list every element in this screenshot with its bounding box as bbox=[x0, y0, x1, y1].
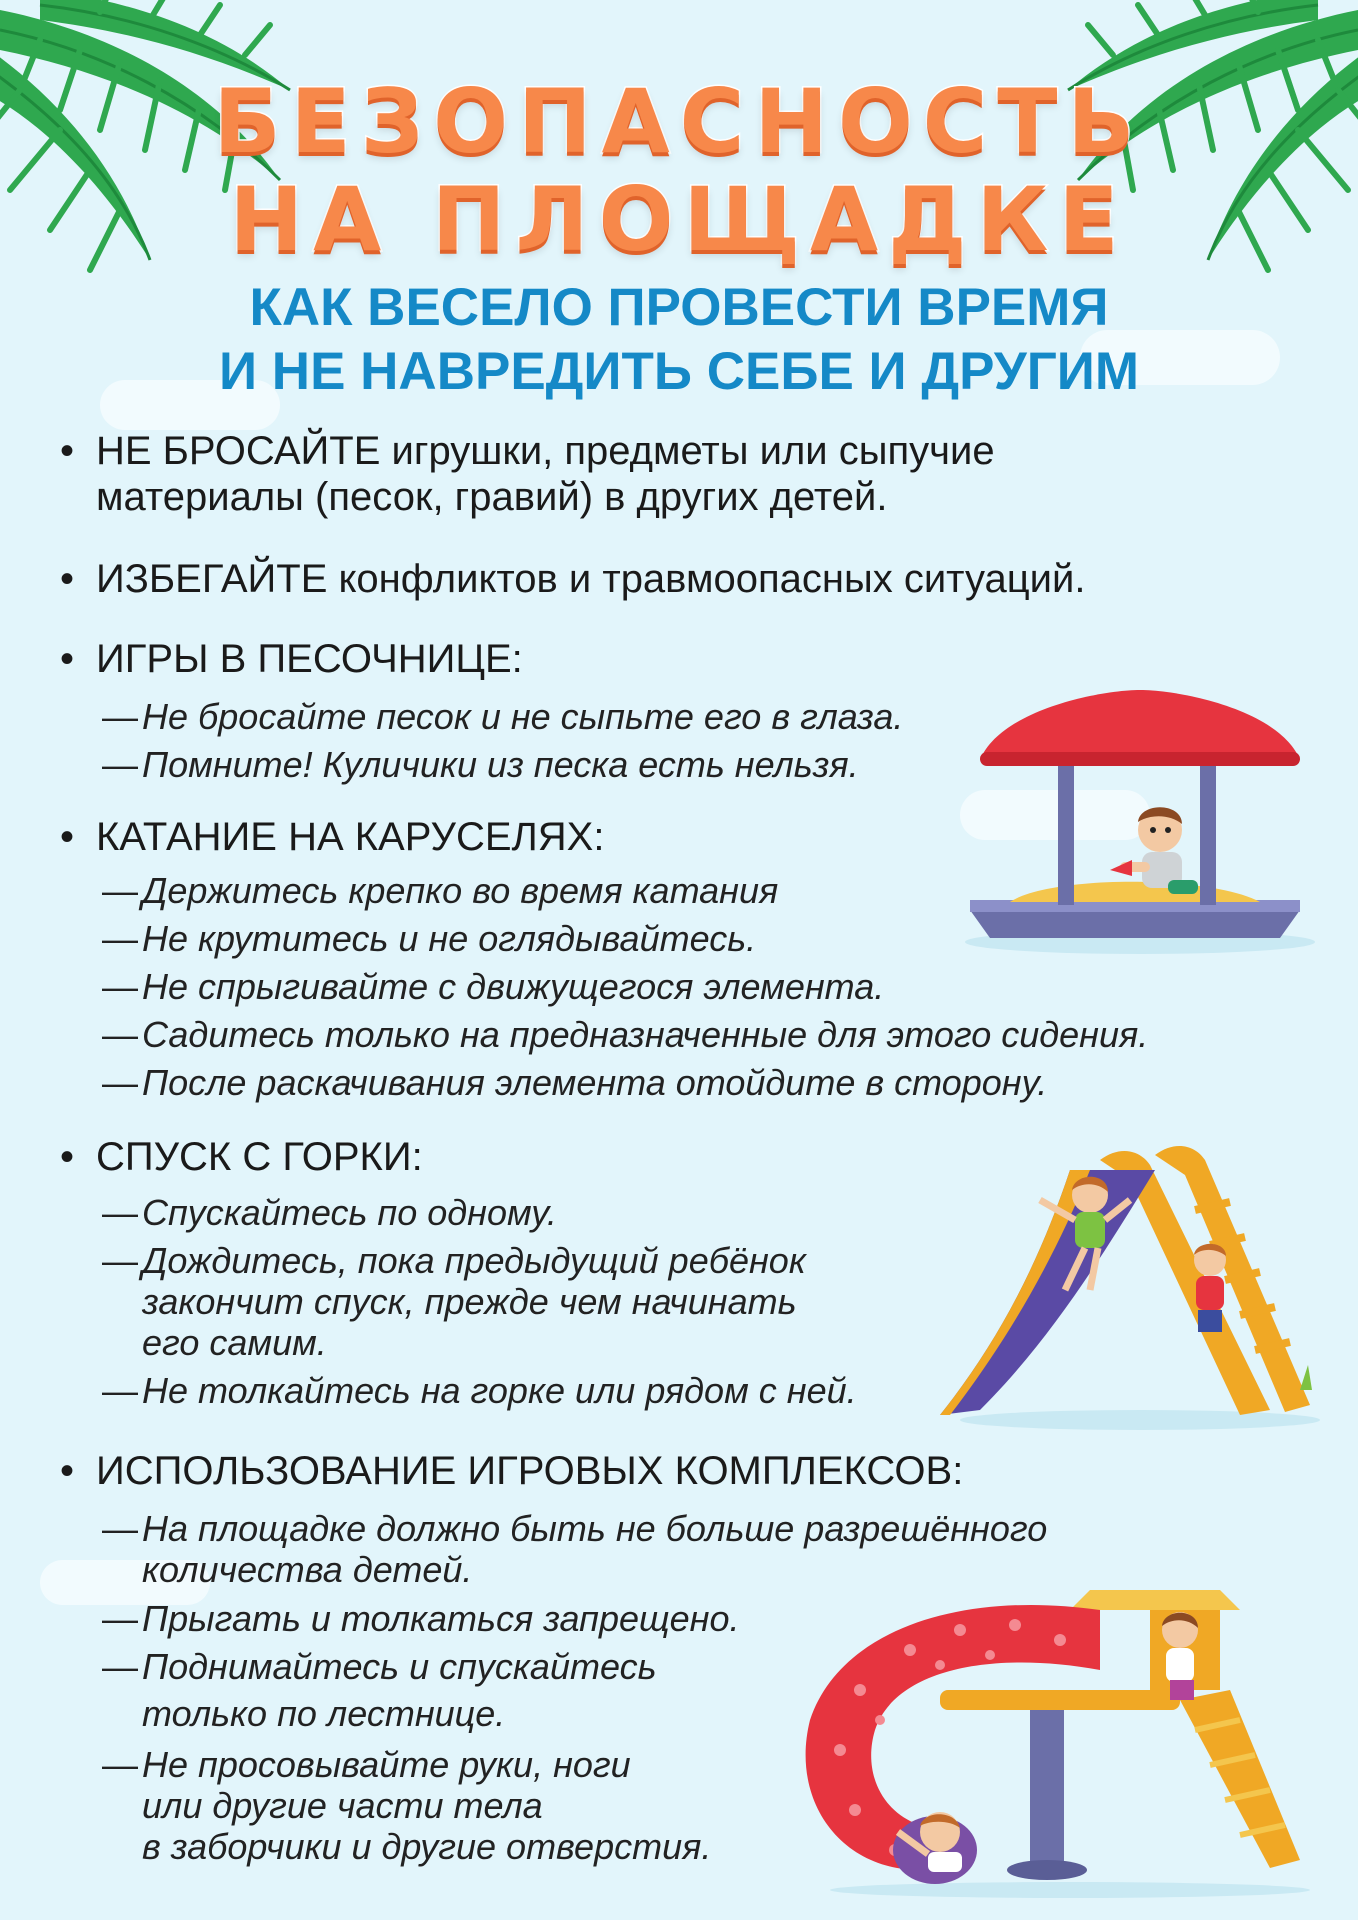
page-title-line-1: БЕЗОПАСНОСТЬ bbox=[213, 70, 1145, 173]
slide-item-text: Дождитесь, пока предыдущий ребёнок bbox=[142, 1240, 806, 1281]
sandbox-item-text: Помните! Куличики из песка есть нельзя. bbox=[142, 744, 859, 785]
complexes-item-text: только по лестнице. bbox=[142, 1693, 506, 1734]
sandbox-illustration-icon bbox=[960, 690, 1320, 960]
complexes-item-text: количества детей. bbox=[142, 1549, 473, 1590]
slide-item bbox=[102, 1370, 857, 1411]
sandbox-heading-text: ИГРЫ В ПЕСОЧНИЦЕ: bbox=[96, 637, 523, 681]
complexes-item-text: На площадке должно быть не больше разрешённого bbox=[142, 1508, 1048, 1549]
rule-conflicts bbox=[60, 556, 1085, 602]
dash-icon: — bbox=[102, 870, 138, 911]
carousel-item bbox=[102, 870, 778, 911]
carousel-item-text: После раскачивания элемента отойдите в сторону. bbox=[142, 1062, 1048, 1103]
dash-icon: — bbox=[102, 1646, 138, 1687]
bullet-icon: • bbox=[60, 815, 75, 859]
rule-throwing-line-2: материалы (песок, гравий) в других детей. bbox=[96, 475, 888, 519]
slide-item bbox=[102, 1240, 806, 1363]
slide-item-text: его самим. bbox=[142, 1322, 327, 1363]
dash-icon: — bbox=[102, 1370, 138, 1411]
complexes-item-text: или другие части тела bbox=[142, 1785, 543, 1826]
carousel-item bbox=[102, 966, 884, 1007]
bullet-icon: • bbox=[60, 1449, 75, 1493]
carousel-item bbox=[102, 918, 756, 959]
sandbox-item bbox=[102, 744, 859, 785]
tube-slide-complex-illustration-icon bbox=[800, 1570, 1310, 1900]
carousel-item-text: Садитесь только на предназначенные для этого сидения. bbox=[142, 1014, 1149, 1055]
dash-icon: — bbox=[102, 1014, 138, 1055]
complexes-item-text: Не просовывайте руки, ноги bbox=[142, 1744, 631, 1785]
carousel-item-text: Не спрыгивайте с движущегося элемента. bbox=[142, 966, 885, 1007]
page-title-line-2: НА ПЛОЩАДКЕ bbox=[229, 168, 1129, 271]
slide-item-text: Спускайтесь по одному. bbox=[142, 1192, 557, 1233]
dash-icon: — bbox=[102, 696, 138, 737]
carousel-item bbox=[102, 1014, 1148, 1055]
dash-icon: — bbox=[102, 1508, 138, 1549]
bullet-icon: • bbox=[60, 557, 75, 601]
dash-icon: — bbox=[102, 1744, 138, 1785]
complexes-item bbox=[102, 1646, 657, 1734]
bullet-icon: • bbox=[60, 637, 75, 681]
dash-icon: — bbox=[102, 918, 138, 959]
dash-icon: — bbox=[102, 1192, 138, 1233]
dash-icon: — bbox=[102, 1240, 138, 1281]
dash-icon: — bbox=[102, 744, 138, 785]
slide-item-text: закончит спуск, прежде чем начинать bbox=[142, 1281, 797, 1322]
rule-throwing bbox=[60, 428, 995, 520]
carousel-item bbox=[102, 1062, 1047, 1103]
carousel-heading-text: КАТАНИЕ НА КАРУСЕЛЯХ: bbox=[96, 815, 605, 859]
rule-conflicts-text: ИЗБЕГАЙТЕ конфликтов и травмоопасных ситуаций. bbox=[96, 557, 1086, 601]
bullet-icon: • bbox=[60, 1135, 75, 1179]
slide-illustration-icon bbox=[940, 1140, 1330, 1430]
dash-icon: — bbox=[102, 966, 138, 1007]
complexes-item-text: в заборчики и другие отверстия. bbox=[142, 1826, 712, 1867]
sandbox-item-text: Не бросайте песок и не сыпьте его в глаза. bbox=[142, 696, 904, 737]
carousel-heading bbox=[60, 814, 604, 860]
complexes-item-text: Поднимайтесь и спускайтесь bbox=[142, 1646, 657, 1687]
complexes-item bbox=[102, 1598, 740, 1639]
bullet-icon: • bbox=[60, 429, 75, 473]
complexes-item-text: Прыгать и толкаться запрещено. bbox=[142, 1598, 740, 1639]
complexes-heading bbox=[60, 1448, 963, 1494]
dash-icon: — bbox=[102, 1598, 138, 1639]
rule-throwing-line-1: НЕ БРОСАЙТЕ игрушки, предметы или сыпучие bbox=[96, 429, 995, 473]
carousel-item-text: Не крутитесь и не оглядывайтесь. bbox=[142, 918, 757, 959]
slide-item bbox=[102, 1192, 557, 1233]
sandbox-item bbox=[102, 696, 903, 737]
slide-heading-text: СПУСК С ГОРКИ: bbox=[96, 1135, 423, 1179]
complexes-item bbox=[102, 1744, 711, 1867]
slide-item-text: Не толкайтесь на горке или рядом с ней. bbox=[142, 1370, 857, 1411]
dash-icon: — bbox=[102, 1062, 138, 1103]
carousel-item-text: Держитесь крепко во время катания bbox=[142, 870, 779, 911]
sandbox-heading bbox=[60, 636, 523, 682]
complexes-heading-text: ИСПОЛЬЗОВАНИЕ ИГРОВЫХ КОМПЛЕКСОВ: bbox=[96, 1449, 964, 1493]
slide-heading bbox=[60, 1134, 423, 1180]
subtitle-line-1: КАК ВЕСЕЛО ПРОВЕСТИ ВРЕМЯ bbox=[249, 278, 1109, 337]
subtitle-line-2: И НЕ НАВРЕДИТЬ СЕБЕ И ДРУГИМ bbox=[218, 342, 1140, 401]
